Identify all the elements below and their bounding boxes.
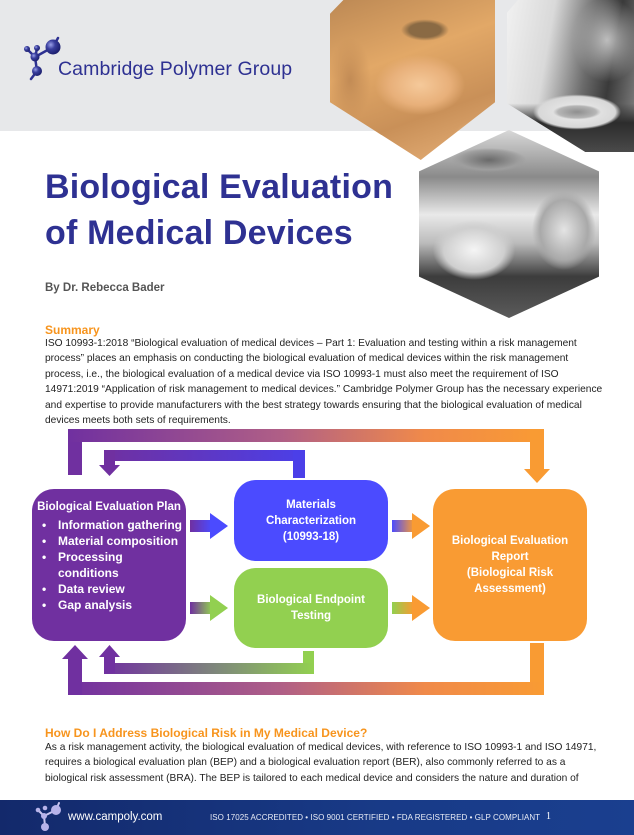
website-link[interactable]: www.campoly.com <box>68 811 163 823</box>
molecule-icon <box>34 802 64 835</box>
section2-heading: How Do I Address Biological Risk in My Medical Device? <box>45 726 368 740</box>
summary-text: ISO 10993-1:2018 “Biological evaluation of medical devices – Part 1: Evaluation and testing within a risk management process” places an emphasis on conducting the biological evaluation of medical devices within the risk management process, i.e., the biological evaluation of a medical device via ISO 10993-1 must also meet the requirement of ISO 14971:2019 “Application of risk management to medical devices.” Cambridge Polymer Group has the necessary experience and expertise to provide manufacturers with the best strategy towards ensuring that the biological evaluation of medical devices meets both sets of requirements. <box>45 338 603 427</box>
ber-line-3: (Biological Risk <box>466 567 554 579</box>
bep-item: • Gap analysis <box>42 597 186 613</box>
bep-item: • Data review <box>42 581 186 597</box>
certifications-text: ISO 17025 ACCREDITED • ISO 9001 CERTIFIED • FDA REGISTERED • GLP COMPLIANT <box>210 813 541 822</box>
ber-line-4: Assessment) <box>474 583 546 595</box>
bep-item: • Information gathering <box>42 517 186 533</box>
bep-list <box>32 517 186 613</box>
mc-line-2: Characterization <box>265 514 357 527</box>
summary-heading: Summary <box>45 323 100 337</box>
biological-endpoint-testing-box <box>234 568 388 648</box>
mc-line-1: Materials <box>286 498 336 511</box>
vial-photo-tan <box>330 0 495 160</box>
process-diagram <box>0 425 634 705</box>
bep-title: Biological Evaluation Plan <box>37 501 181 513</box>
bep-item: • Processing conditions <box>42 549 186 581</box>
materials-characterization-box <box>234 480 388 561</box>
vials-photo <box>419 130 599 318</box>
ber-line-1: Biological Evaluation <box>451 535 569 547</box>
bet-line-1: Biological Endpoint <box>257 594 365 606</box>
footer-bar <box>0 800 634 835</box>
company-logo <box>22 33 293 85</box>
ber-line-2: Report <box>491 551 529 563</box>
logo-text: Cambridge Polymer Group <box>58 58 293 80</box>
biological-evaluation-report-box <box>433 489 587 641</box>
section2-text: As a risk management activity, the biological evaluation of medical devices, with reference to ISO 10993-1 and ISO 14971, requires a biological evaluation plan (BEP) and a biological evaluation report (BER), also commonly referred to as a biological risk assessment (BRA). The BEP is tailored to each medical device and considers the nature and duration of <box>45 742 597 784</box>
biological-evaluation-plan-box <box>32 489 186 641</box>
page-title <box>45 164 393 256</box>
author-byline: By Dr. Rebecca Bader <box>45 282 165 294</box>
bep-item: • Material composition <box>42 533 186 549</box>
bet-line-2: Testing <box>290 610 332 622</box>
page-number: 1 <box>546 811 551 822</box>
title-line-2: of Medical Devices <box>45 214 353 252</box>
mc-line-3: (10993-18) <box>282 530 340 543</box>
title-line-1: Biological Evaluation <box>45 168 394 206</box>
